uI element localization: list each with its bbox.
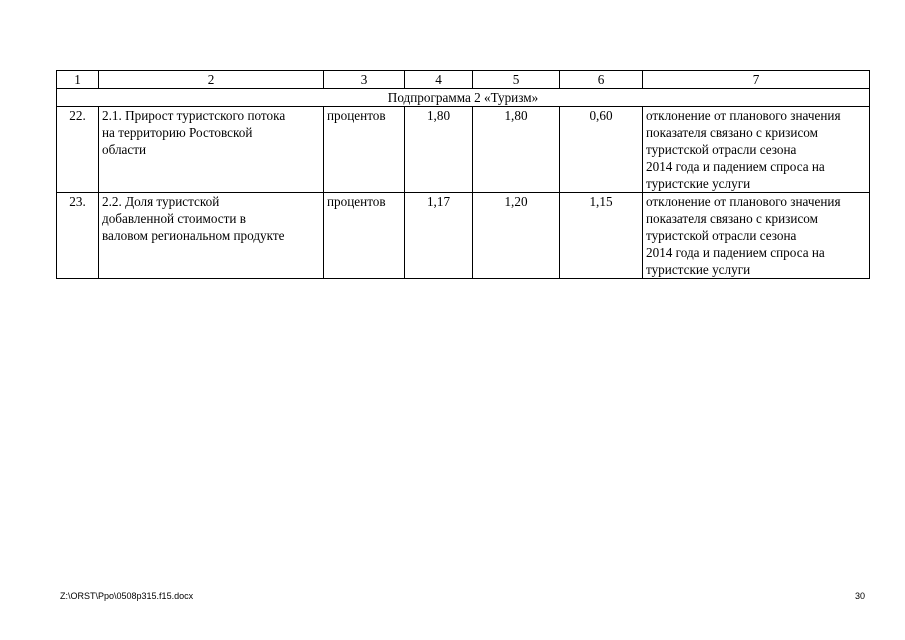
section-title: Подпрограмма 2 «Туризм» — [57, 89, 870, 107]
column-header: 5 — [473, 71, 560, 89]
header-row — [57, 71, 870, 89]
value-cell: 0,60 — [560, 107, 643, 193]
text-line: туристские услуги — [646, 176, 751, 191]
value-cell: 1,80 — [473, 107, 560, 193]
text-line: добавленной стоимости в — [102, 211, 246, 226]
column-header: 7 — [643, 71, 870, 89]
value-cell: 1,15 — [560, 193, 643, 279]
column-header: 1 — [57, 71, 99, 89]
value-cell: 1,80 — [405, 107, 473, 193]
text-line: 2014 года и падением спроса на — [646, 159, 825, 174]
text-line: на территорию Ростовской — [102, 125, 253, 140]
indicator-name — [99, 107, 324, 193]
page-number: 30 — [854, 591, 865, 601]
value-cell: 1,20 — [473, 193, 560, 279]
unit-cell: процентов — [324, 107, 405, 193]
column-header: 4 — [405, 71, 473, 89]
text-line: туристские услуги — [646, 262, 751, 277]
note-cell — [643, 107, 870, 193]
file-path-footer: Z:\ORST\Ppo\0508p315.f15.docx — [60, 591, 194, 601]
table-row — [57, 193, 870, 279]
text-line: 2014 года и падением спроса на — [646, 245, 825, 260]
row-number: 22. — [57, 107, 99, 193]
text-line: отклонение от планового значения — [646, 194, 841, 209]
indicator-name — [99, 193, 324, 279]
section-row — [57, 89, 870, 107]
indicators-table — [56, 70, 870, 279]
text-line: показателя связано с кризисом — [646, 211, 818, 226]
text-line: отклонение от планового значения — [646, 108, 841, 123]
text-line: туристской отрасли сезона — [646, 228, 797, 243]
value-cell: 1,17 — [405, 193, 473, 279]
text-line: показателя связано с кризисом — [646, 125, 818, 140]
text-line: 2.2. Доля туристской — [102, 194, 220, 209]
table-row — [57, 107, 870, 193]
note-cell — [643, 193, 870, 279]
text-line: 2.1. Прирост туристского потока — [102, 108, 286, 123]
text-line: области — [102, 142, 147, 157]
column-header: 2 — [99, 71, 324, 89]
text-line: валовом региональном продукте — [102, 228, 285, 243]
text-line: туристской отрасли сезона — [646, 142, 797, 157]
column-header: 6 — [560, 71, 643, 89]
column-header: 3 — [324, 71, 405, 89]
unit-cell: процентов — [324, 193, 405, 279]
row-number: 23. — [57, 193, 99, 279]
